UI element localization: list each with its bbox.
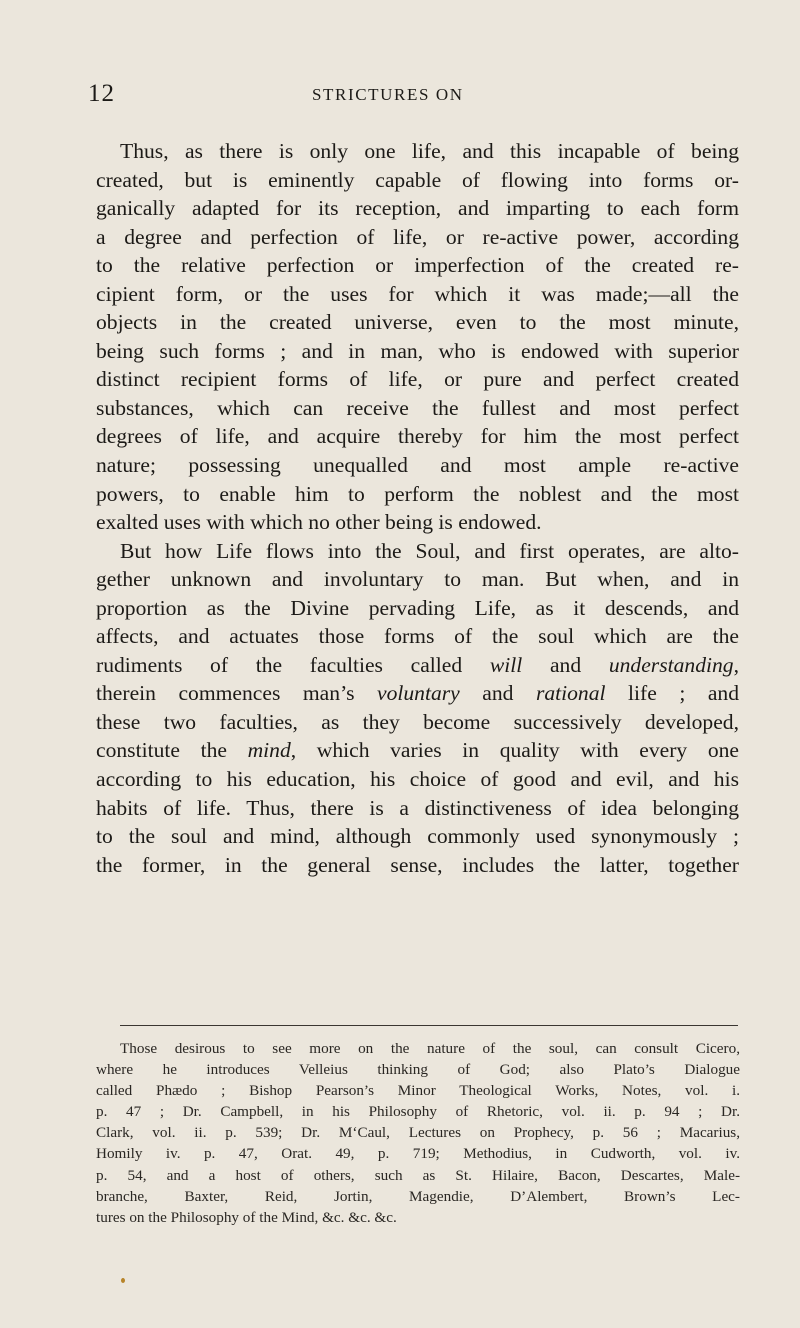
body-line: [96, 651, 739, 680]
text-run: life ; and: [605, 681, 739, 706]
text-run: substances, which can receive the fullest and most perfect: [96, 395, 739, 420]
text-run: distinct recipient forms of life, or pure and perfect created: [96, 367, 739, 392]
italic-term: understanding: [608, 652, 734, 677]
body-line: [96, 679, 739, 708]
body-line: [96, 822, 739, 851]
text-run: degrees of life, and acquire thereby for him the most perfect: [96, 424, 739, 449]
footnote-line: tures on the Philosophy of the Mind, &c. &c. &c.: [96, 1208, 397, 1226]
text-run: therein commences man’s: [96, 681, 377, 706]
text-run: nature; possessing unequalled and most ample re-active: [96, 453, 739, 478]
body-line: [96, 508, 739, 537]
italic-term: will: [489, 652, 523, 677]
body-line: [96, 736, 739, 765]
text-run: a degree and perfection of life, or re-active power, according: [96, 224, 739, 249]
text-run: habits of life. Thus, there is a distinctiveness of idea belonging: [96, 795, 739, 820]
body-line: [96, 337, 739, 366]
body-line: [96, 565, 739, 594]
footnote-line: p. 47 ; Dr. Campbell, in his Philosophy of Rhetoric, vol. ii. p. 94 ; Dr.: [96, 1103, 740, 1121]
body-line: [96, 622, 739, 651]
italic-term: rational: [535, 681, 606, 706]
text-run: these two faculties, as they become successively developed,: [96, 709, 739, 734]
footnote-line: Clark, vol. ii. p. 539; Dr. M‘Caul, Lectures on Prophecy, p. 56 ; Macarius,: [96, 1124, 740, 1142]
italic-term: voluntary: [376, 681, 460, 706]
text-run: to the relative perfection or imperfection of the created re-: [96, 253, 739, 278]
page-number: 12: [88, 80, 115, 107]
body-line: [96, 251, 739, 280]
text-run: , which varies in quality with every one: [290, 738, 740, 763]
text-run: to the soul and mind, although commonly used synonymously ;: [96, 824, 739, 849]
text-run: constitute the: [96, 738, 248, 763]
body-line: [96, 708, 739, 737]
body-line: [96, 537, 739, 566]
paper-speck: [121, 1278, 125, 1283]
italic-term: mind: [247, 738, 291, 763]
body-line: [96, 594, 739, 623]
body-line: [96, 194, 739, 223]
text-run: and: [459, 681, 536, 706]
text-run: being such forms ; and in man, who is endowed with superior: [96, 338, 739, 363]
text-run: according to his education, his choice of good and evil, and his: [96, 767, 739, 792]
text-run: exalted uses with which no other being is endowed.: [96, 510, 542, 535]
text-run: cipient form, or the uses for which it was made;—all the: [96, 281, 739, 306]
body-paragraphs: [96, 137, 739, 879]
body-line: [96, 794, 739, 823]
text-run: ,: [733, 652, 739, 677]
body-line: [96, 851, 739, 880]
text-run: objects in the created universe, even to the most minute,: [96, 310, 739, 335]
footnote-line: called Phædo ; Bishop Pearson’s Minor Theological Works, Notes, vol. i.: [96, 1082, 740, 1100]
text-run: created, but is eminently capable of flowing into forms or-: [96, 167, 739, 192]
text-run: ganically adapted for its reception, and imparting to each form: [96, 196, 739, 221]
text-run: rudiments of the faculties called: [96, 652, 490, 677]
body-line: [96, 480, 739, 509]
body-line: [96, 280, 739, 309]
text-run: proportion as the Divine pervading Life, as it descends, and: [96, 595, 739, 620]
body-line: [96, 765, 739, 794]
body-line: [96, 137, 739, 166]
body-line: [96, 422, 739, 451]
text-run: powers, to enable him to perform the noblest and the most: [96, 481, 739, 506]
text-run: and: [522, 652, 609, 677]
footnote-line: branche, Baxter, Reid, Jortin, Magendie, D’Alembert, Brown’s Lec-: [96, 1187, 740, 1205]
body-line: [96, 365, 739, 394]
footnote: [96, 1038, 740, 1228]
text-run: But how Life flows into the Soul, and first operates, are alto-: [120, 538, 739, 563]
text-run: Thus, as there is only one life, and this incapable of being: [120, 139, 739, 163]
body-line: [96, 166, 739, 195]
body-line: [96, 451, 739, 480]
text-run: gether unknown and involuntary to man. But when, and in: [96, 567, 739, 592]
page-header: [88, 80, 738, 110]
footnote-line: Those desirous to see more on the nature of the soul, can consult Cicero,: [120, 1040, 740, 1057]
footnote-divider: [120, 1025, 738, 1026]
body-line: [96, 394, 739, 423]
body-line: [96, 223, 739, 252]
footnote-line: where he introduces Velleius thinking of God; also Plato’s Dialogue: [96, 1061, 740, 1079]
text-run: affects, and actuates those forms of the soul which are the: [96, 624, 739, 649]
footnote-line: p. 54, and a host of others, such as St. Hilaire, Bacon, Descartes, Male-: [96, 1166, 740, 1184]
running-head: STRICTURES ON: [312, 85, 464, 104]
footnote-line: Homily iv. p. 47, Orat. 49, p. 719; Methodius, in Cudworth, vol. iv.: [96, 1145, 740, 1163]
text-run: the former, in the general sense, includes the latter, together: [96, 852, 739, 877]
body-line: [96, 308, 739, 337]
